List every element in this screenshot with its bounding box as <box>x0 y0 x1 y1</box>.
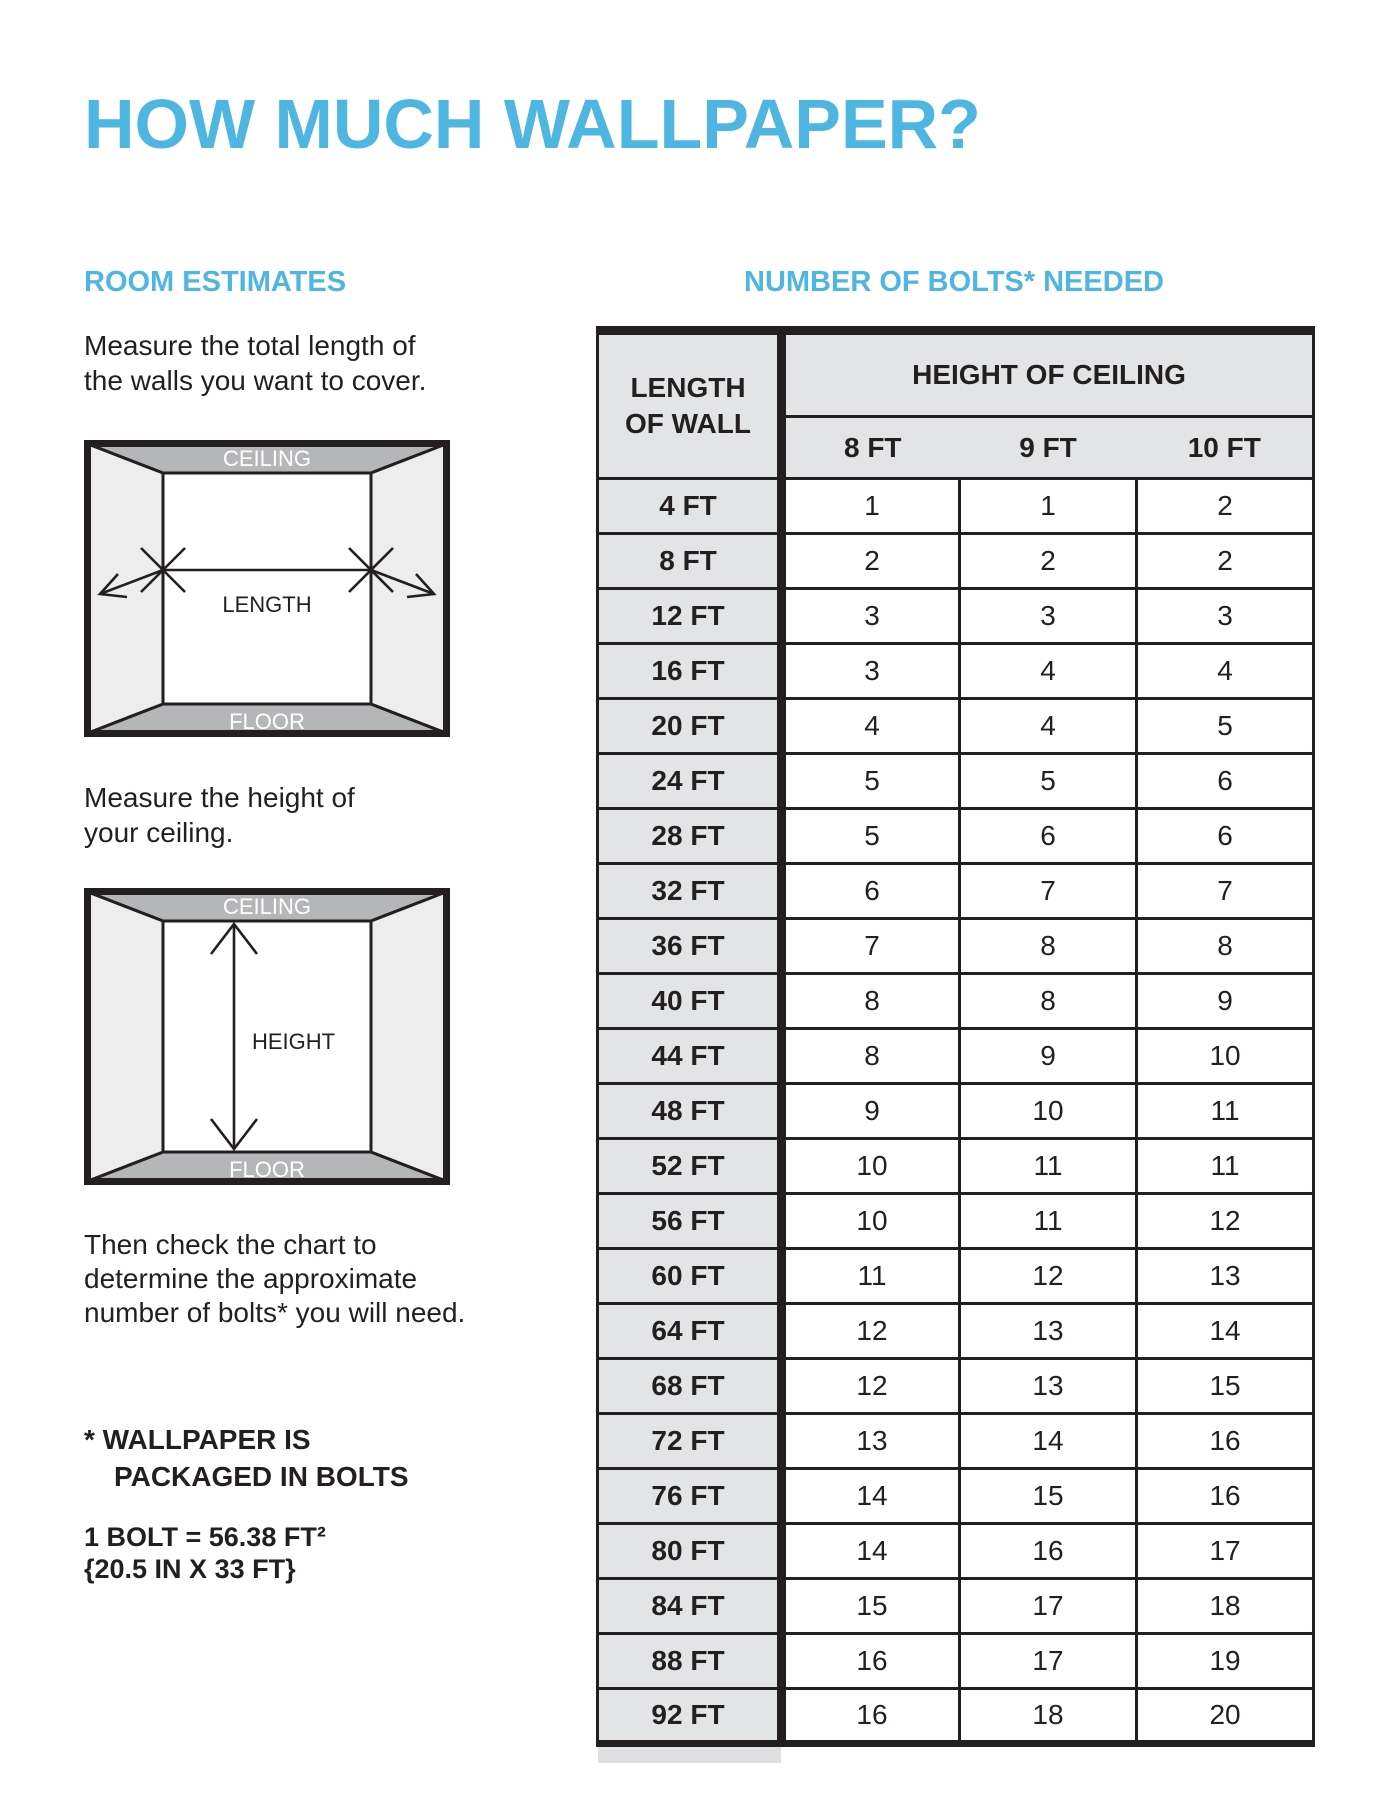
header-line: LENGTH <box>630 372 746 403</box>
bolt-count-cell: 1 <box>960 479 1137 534</box>
table-footer-strip <box>598 1747 781 1763</box>
bolt-count-cell: 6 <box>782 864 960 919</box>
bolts-footnote <box>84 1421 409 1495</box>
header-line: OF WALL <box>625 408 751 439</box>
bolt-count-cell: 10 <box>960 1084 1137 1139</box>
table-row <box>598 1194 1314 1249</box>
table-row <box>598 699 1314 754</box>
bolt-count-cell: 14 <box>1137 1304 1314 1359</box>
wall-length-cell: 12 FT <box>598 589 782 644</box>
bolt-count-cell: 14 <box>960 1414 1137 1469</box>
bolt-count-cell: 6 <box>1137 754 1314 809</box>
left-wall <box>88 444 163 733</box>
col-header-8ft: 8 FT <box>782 417 960 479</box>
bolt-count-cell: 11 <box>1137 1084 1314 1139</box>
table-row <box>598 1689 1314 1744</box>
bolt-count-cell: 7 <box>960 864 1137 919</box>
paragraph-line: Measure the total length of <box>84 330 416 361</box>
bolt-table-body <box>598 479 1314 1744</box>
table-row <box>598 1579 1314 1634</box>
bolt-size-line: 1 BOLT = 56.38 FT² <box>84 1522 326 1552</box>
table-row <box>598 1249 1314 1304</box>
bolt-table-container <box>596 326 1312 1763</box>
bolt-count-cell: 10 <box>782 1194 960 1249</box>
table-row <box>598 974 1314 1029</box>
length-of-wall-header <box>598 331 782 479</box>
left-wall <box>88 892 163 1181</box>
bolt-count-cell: 6 <box>1137 809 1314 864</box>
bolt-count-cell: 8 <box>782 1029 960 1084</box>
bolt-count-cell: 8 <box>960 919 1137 974</box>
bolt-count-cell: 9 <box>960 1029 1137 1084</box>
bolt-count-cell: 18 <box>960 1689 1137 1744</box>
wall-length-cell: 64 FT <box>598 1304 782 1359</box>
footnote-line: PACKAGED IN BOLTS <box>114 1461 409 1492</box>
bolt-count-cell: 10 <box>1137 1029 1314 1084</box>
bolt-count-cell: 12 <box>1137 1194 1314 1249</box>
floor-label: FLOOR <box>229 1157 305 1182</box>
table-row <box>598 1634 1314 1689</box>
paragraph-line: the walls you want to cover. <box>84 365 427 396</box>
page-title: HOW MUCH WALLPAPER? <box>84 85 981 163</box>
bolt-count-cell: 13 <box>960 1304 1137 1359</box>
length-label: LENGTH <box>222 592 312 617</box>
bolt-count-cell: 17 <box>960 1579 1137 1634</box>
wall-length-cell: 24 FT <box>598 754 782 809</box>
bolt-count-cell: 6 <box>960 809 1137 864</box>
table-row <box>598 864 1314 919</box>
bolt-count-cell: 11 <box>960 1194 1137 1249</box>
bolt-count-cell: 5 <box>1137 699 1314 754</box>
bolt-count-cell: 9 <box>1137 974 1314 1029</box>
table-row <box>598 809 1314 864</box>
bolt-count-cell: 16 <box>1137 1469 1314 1524</box>
wall-length-cell: 32 FT <box>598 864 782 919</box>
bolt-count-cell: 15 <box>960 1469 1137 1524</box>
table-row <box>598 754 1314 809</box>
bolt-count-cell: 7 <box>1137 864 1314 919</box>
wall-length-cell: 68 FT <box>598 1359 782 1414</box>
bolt-count-cell: 3 <box>782 589 960 644</box>
bolt-count-cell: 5 <box>782 809 960 864</box>
bolt-count-cell: 12 <box>782 1304 960 1359</box>
wall-length-cell: 52 FT <box>598 1139 782 1194</box>
footnote-line: * WALLPAPER IS <box>84 1424 311 1455</box>
bolt-count-cell: 16 <box>782 1634 960 1689</box>
bolt-count-cell: 2 <box>1137 479 1314 534</box>
ceiling-label: CEILING <box>222 446 312 471</box>
table-row <box>598 1414 1314 1469</box>
room-length-diagram <box>84 440 450 737</box>
table-header-row <box>598 331 1314 417</box>
bolt-count-cell: 2 <box>1137 534 1314 589</box>
bolt-count-cell: 16 <box>782 1689 960 1744</box>
bolt-count-cell: 3 <box>782 644 960 699</box>
bolt-count-cell: 2 <box>782 534 960 589</box>
bolt-count-cell: 19 <box>1137 1634 1314 1689</box>
bolt-count-cell: 18 <box>1137 1579 1314 1634</box>
bolt-count-cell: 15 <box>1137 1359 1314 1414</box>
bolt-count-cell: 14 <box>782 1469 960 1524</box>
wall-length-cell: 8 FT <box>598 534 782 589</box>
wall-length-cell: 28 FT <box>598 809 782 864</box>
bolt-count-cell: 3 <box>1137 589 1314 644</box>
bolt-count-cell: 9 <box>782 1084 960 1139</box>
bolt-count-cell: 4 <box>960 644 1137 699</box>
bolt-count-cell: 3 <box>960 589 1137 644</box>
height-of-ceiling-header: HEIGHT OF CEILING <box>782 331 1314 417</box>
wall-length-cell: 84 FT <box>598 1579 782 1634</box>
back-wall <box>163 473 371 704</box>
bolts-needed-heading: NUMBER OF BOLTS* NEEDED <box>744 266 1164 298</box>
wall-length-cell: 80 FT <box>598 1524 782 1579</box>
floor-label: FLOOR <box>229 709 305 734</box>
table-row <box>598 589 1314 644</box>
bolt-count-cell: 8 <box>782 974 960 1029</box>
paragraph-line: number of bolts* you will need. <box>84 1297 466 1328</box>
wall-length-cell: 60 FT <box>598 1249 782 1304</box>
bolt-count-cell: 10 <box>782 1139 960 1194</box>
bolt-count-cell: 1 <box>782 479 960 534</box>
paragraph-line: Measure the height of <box>84 782 355 813</box>
wall-length-cell: 76 FT <box>598 1469 782 1524</box>
bolt-size-line: {20.5 IN X 33 FT} <box>84 1554 296 1584</box>
ceiling-label: CEILING <box>222 894 312 919</box>
table-row <box>598 1469 1314 1524</box>
bolt-count-cell: 20 <box>1137 1689 1314 1744</box>
bolt-count-cell: 11 <box>782 1249 960 1304</box>
bolt-count-cell: 17 <box>1137 1524 1314 1579</box>
bolt-count-cell: 13 <box>782 1414 960 1469</box>
bolt-count-cell: 4 <box>1137 644 1314 699</box>
bolt-count-cell: 5 <box>782 754 960 809</box>
bolt-table <box>596 326 1315 1747</box>
table-row <box>598 1084 1314 1139</box>
col-header-10ft: 10 FT <box>1137 417 1314 479</box>
bolt-count-cell: 2 <box>960 534 1137 589</box>
table-row <box>598 1029 1314 1084</box>
right-wall <box>371 892 446 1181</box>
table-row <box>598 1359 1314 1414</box>
wall-length-cell: 16 FT <box>598 644 782 699</box>
bolt-count-cell: 5 <box>960 754 1137 809</box>
wall-length-cell: 72 FT <box>598 1414 782 1469</box>
wall-length-cell: 48 FT <box>598 1084 782 1139</box>
measure-height-paragraph <box>84 780 355 850</box>
bolt-count-cell: 12 <box>782 1359 960 1414</box>
bolt-count-cell: 14 <box>782 1524 960 1579</box>
table-row <box>598 644 1314 699</box>
bolt-count-cell: 15 <box>782 1579 960 1634</box>
paragraph-line: Then check the chart to <box>84 1229 377 1260</box>
wall-length-cell: 56 FT <box>598 1194 782 1249</box>
bolt-count-cell: 12 <box>960 1249 1137 1304</box>
table-row <box>598 479 1314 534</box>
bolt-count-cell: 4 <box>960 699 1137 754</box>
wall-length-cell: 92 FT <box>598 1689 782 1744</box>
paragraph-line: your ceiling. <box>84 817 234 848</box>
bolt-count-cell: 4 <box>782 699 960 754</box>
col-header-9ft: 9 FT <box>960 417 1137 479</box>
room-estimates-heading: ROOM ESTIMATES <box>84 266 347 298</box>
ceiling-height-diagram <box>84 888 450 1185</box>
right-wall <box>371 444 446 733</box>
bolt-count-cell: 11 <box>960 1139 1137 1194</box>
bolt-count-cell: 11 <box>1137 1139 1314 1194</box>
wall-length-cell: 44 FT <box>598 1029 782 1084</box>
bolt-count-cell: 7 <box>782 919 960 974</box>
bolt-count-cell: 17 <box>960 1634 1137 1689</box>
wall-length-cell: 4 FT <box>598 479 782 534</box>
table-row <box>598 534 1314 589</box>
paragraph-line: determine the approximate <box>84 1263 418 1294</box>
table-row <box>598 1524 1314 1579</box>
table-row <box>598 1139 1314 1194</box>
check-chart-paragraph <box>84 1228 465 1330</box>
wall-length-cell: 88 FT <box>598 1634 782 1689</box>
bolt-count-cell: 16 <box>960 1524 1137 1579</box>
wall-length-cell: 40 FT <box>598 974 782 1029</box>
bolt-count-cell: 16 <box>1137 1414 1314 1469</box>
bolt-count-cell: 13 <box>960 1359 1137 1414</box>
wall-length-cell: 36 FT <box>598 919 782 974</box>
bolt-count-cell: 8 <box>1137 919 1314 974</box>
bolt-size-info <box>84 1521 326 1585</box>
measure-length-paragraph <box>84 328 426 398</box>
height-label: HEIGHT <box>252 1029 336 1054</box>
table-row <box>598 919 1314 974</box>
bolt-count-cell: 8 <box>960 974 1137 1029</box>
table-row <box>598 1304 1314 1359</box>
bolt-count-cell: 13 <box>1137 1249 1314 1304</box>
wall-length-cell: 20 FT <box>598 699 782 754</box>
